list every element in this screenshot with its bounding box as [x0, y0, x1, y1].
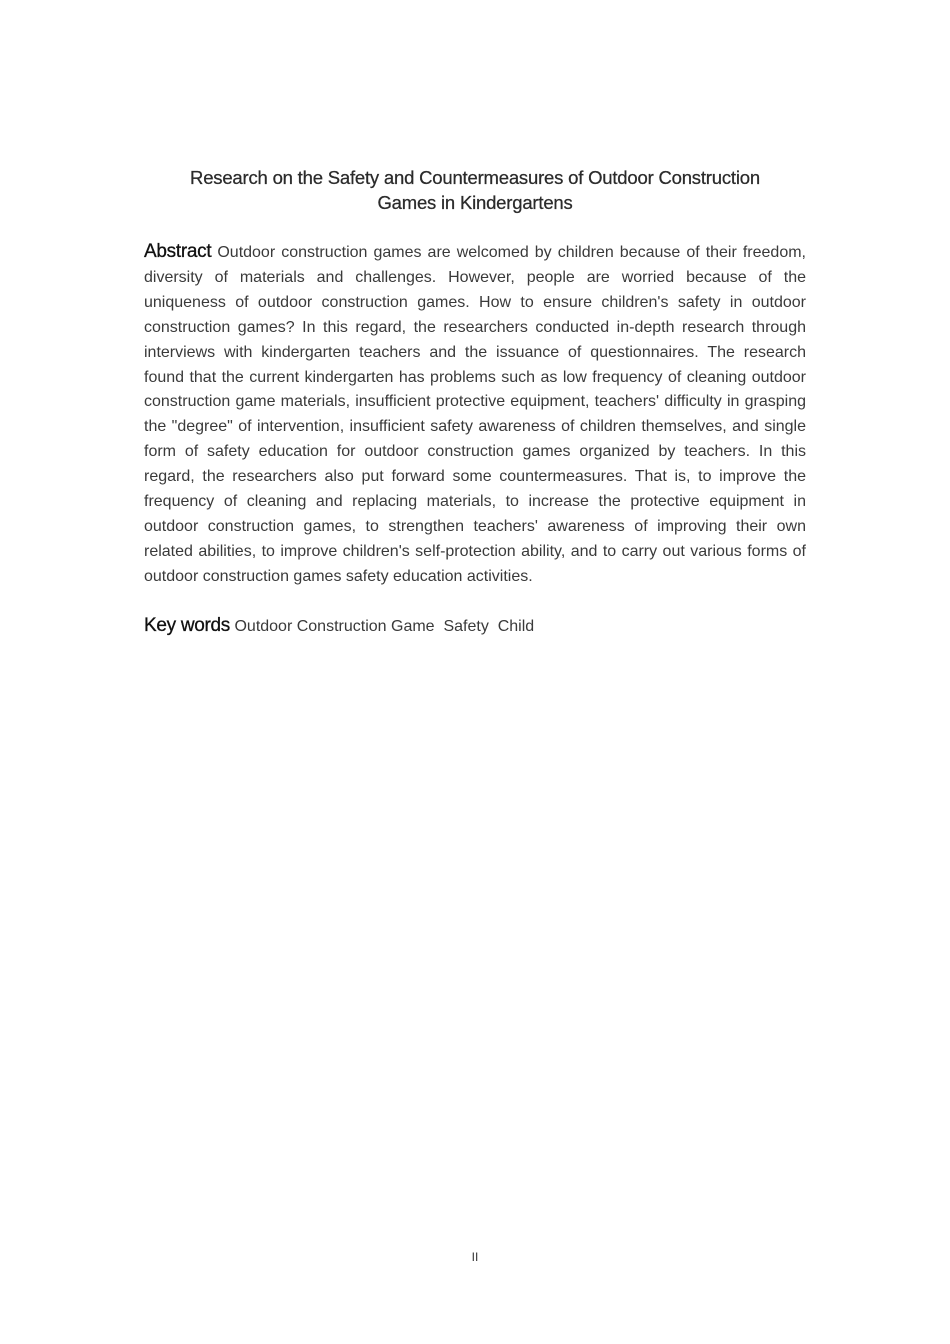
keyword-item: Child	[497, 618, 535, 635]
abstract-text: Outdoor construction games are welcomed by children because of their freedom, diversity of materials and challenges. However, people are worried because of the uniqueness of outdoor construction games. How to ensure children's safety in outdoor construction games? In this regard, the researchers conducted in-depth research through interviews with kindergarten teachers and the issuance of questionnaires. The research found that the current kindergarten has problems such as low frequency of cleaning outdoor construction game materials, insufficient protective equipment, teachers' difficulty in grasping the "degree" of intervention, insufficient safety awareness of children themselves, and single form of safety education for outdoor construction games organized by teachers. In this regard, the researchers also put forward some countermeasures. That is, to improve the frequency of cleaning and replacing materials, to increase the protective equipment in outdoor construction games, to strengthen teachers' awareness of improving their own related abilities, to improve children's self-protection ability, and to carry out various forms of outdoor construction games safety education activities.	[144, 244, 806, 585]
keyword-item: Safety	[443, 618, 489, 635]
keyword-item: Outdoor Construction Game	[234, 618, 435, 635]
keywords-label: Key words	[144, 615, 231, 636]
page-number: II	[471, 1250, 479, 1264]
abstract-label: Abstract	[144, 241, 212, 262]
title-line-2: Games in Kindergartens	[377, 192, 573, 213]
abstract-paragraph	[144, 240, 806, 590]
title-line-1: Research on the Safety and Countermeasures of Outdoor Construction	[190, 167, 760, 188]
page-title	[144, 165, 806, 215]
keywords-line	[144, 614, 806, 640]
